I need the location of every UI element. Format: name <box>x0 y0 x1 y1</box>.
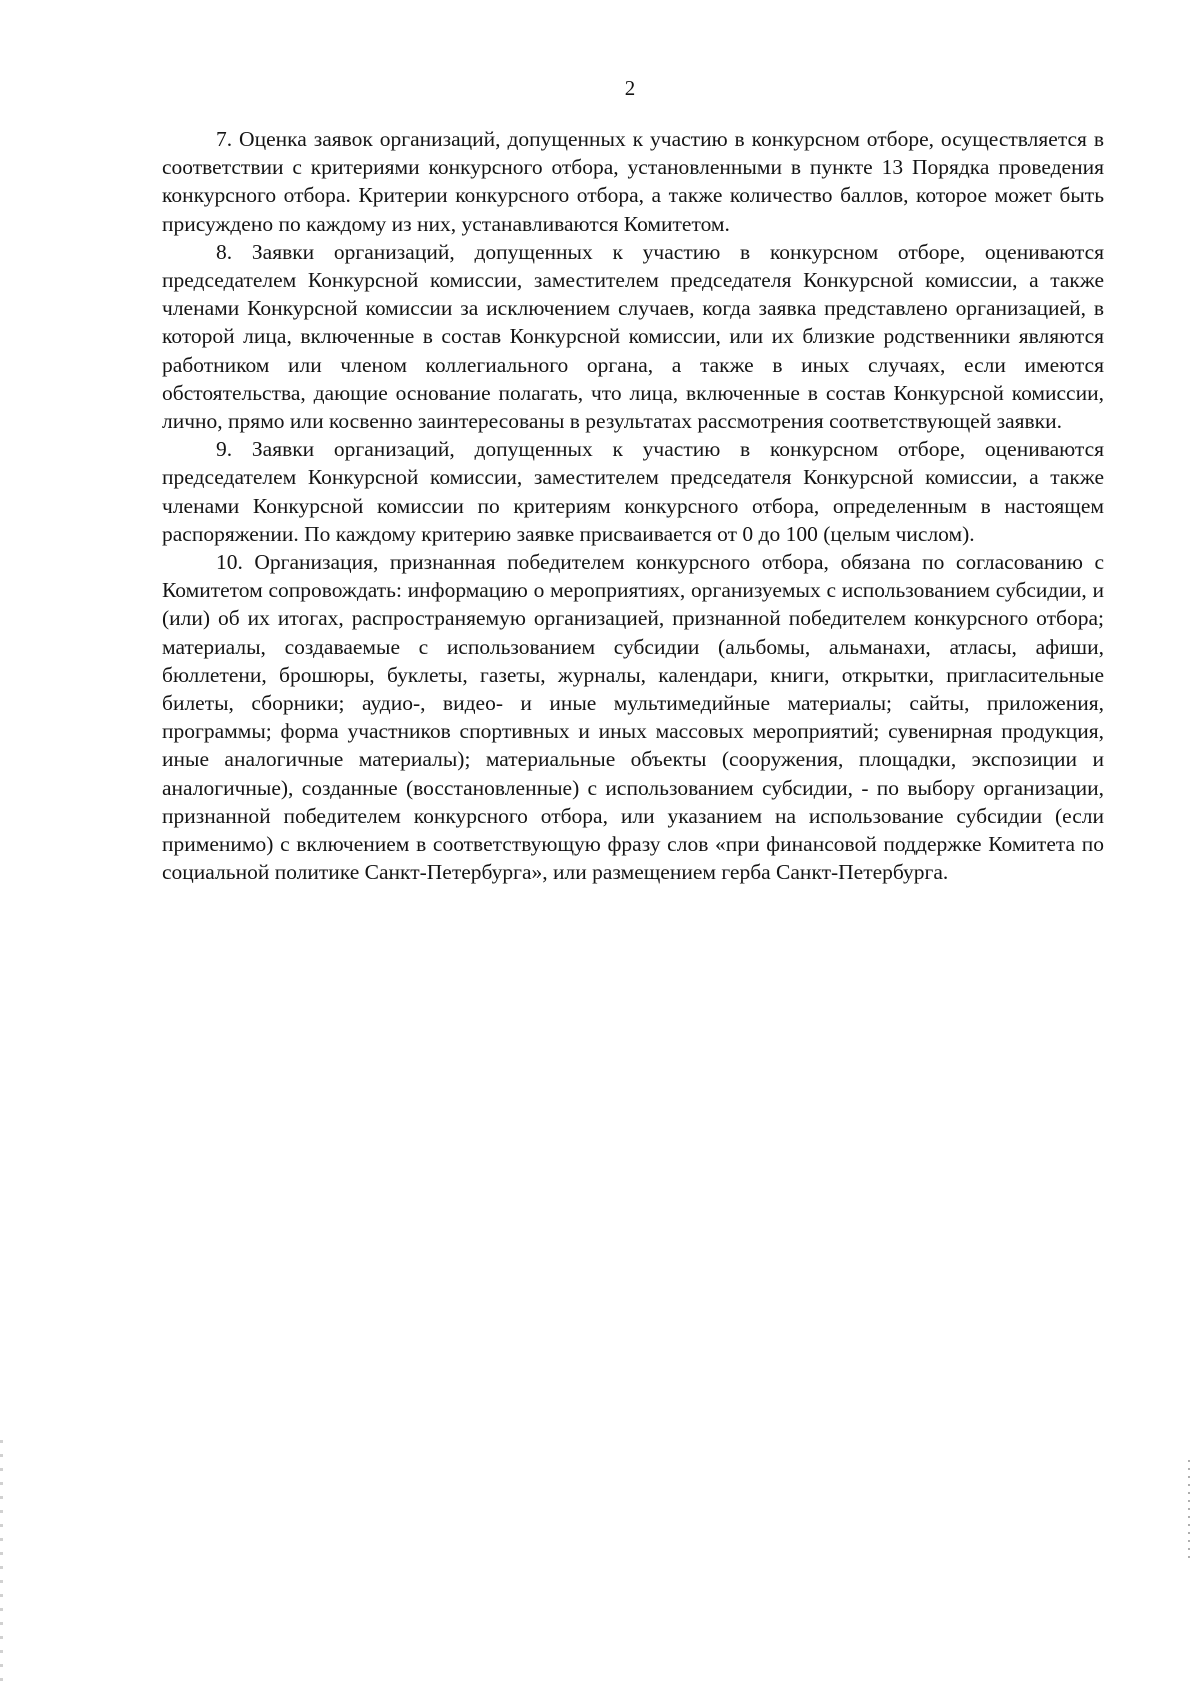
scan-edge-marks-right <box>1188 1460 1190 1560</box>
paragraph-10: 10. Организация, признанная победителем конкурсного отбора, обязана по согласованию с Комитетом сопровождать: информацию о мероприятиях, организуемых с использованием субсидии, и (или) об их итогах, распространяемую организацией, признанной победителем конкурсного отбора; материалы, создаваемые с использованием субсидии (альбомы, альманахи, атласы, афиши, бюллетени, брошюры, буклеты, газеты, журналы, календари, книги, открытки, пригласительные билеты, сборники; аудио-, видео- и иные мультимедийные материалы; сайты, приложения, программы; форма участников спортивных и иных массовых мероприятий; сувенирная продукция, иные аналогичные материалы); материальные объекты (сооружения, площадки, экспозиции и аналогичные), созданные (восстановленные) с использованием субсидии, - по выбору организации, признанной победителем конкурсного отбора, или указанием на использование субсидии (если применимо) с включением в соответствующую фразу слов «при финансовой поддержке Комитета по социальной политике Санкт-Петербурга», или размещением герба Санкт-Петербурга. <box>162 550 1104 885</box>
page-number: 2 <box>624 76 636 100</box>
paragraph-8: 8. Заявки организаций, допущенных к участию в конкурсном отборе, оцениваются председателем Конкурсной комиссии, заместителем председателя Конкурсной комиссии, а также членами Конкурсной комиссии за исключением случаев, когда заявка представлено организацией, в которой лица, включенные в состав Конкурсной комиссии, или их близкие родственники являются работником или членом коллегиального органа, а также в иных случаях, если имеются обстоятельства, дающие основание полагать, что лица, включенные в состав Конкурсной комиссии, лично, прямо или косвенно заинтересованы в результатах рассмотрения соответствующей заявки. <box>162 239 1104 434</box>
paragraph-9: 9. Заявки организаций, допущенных к участию в конкурсном отборе, оцениваются председателем Конкурсной комиссии, заместителем председателя Конкурсной комиссии, а также членами Конкурсной комиссии по критериям конкурсного отбора, определенным в настоящем распоряжении. По каждому критерию заявке присваивается от 0 до 100 (целым числом). <box>162 437 1104 546</box>
paragraph-7: 7. Оценка заявок организаций, допущенных к участию в конкурсном отборе, осуществляется в соответствии с критериями конкурсного отбора, установленными в пункте 13 Порядка проведения конкурсного отбора. Критерии конкурсного отбора, а также количество баллов, которое может быть присуждено по каждому из них, устанавливаются Комитетом. <box>162 127 1104 236</box>
scan-edge-marks-left <box>0 1440 3 1690</box>
document-body <box>162 125 1104 886</box>
